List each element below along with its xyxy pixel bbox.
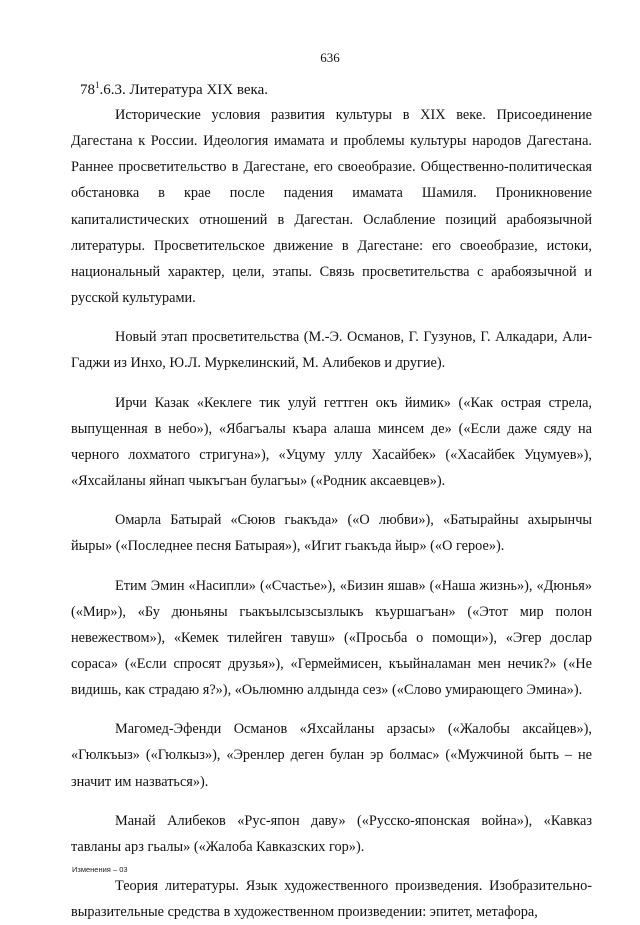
footer-revision-note: Изменения – 03 — [72, 865, 128, 874]
paragraph-gap — [71, 795, 592, 808]
paragraph-manay-alibekov: Манай Алибеков «Рус-япон даву» («Русско-японская война»), «Кавказ тавланы арз гьалы» («Жалоба Кавказских гор»). — [71, 812, 592, 855]
heading-title: .6.3. Литература XIX века. — [99, 82, 268, 98]
paragraph-gap — [71, 860, 592, 873]
paragraph-omarla-batyray: Омарла Батырай «Сююв гьакъда» («О любви»), «Батырайны ахырынчы йыры» («Последнее песня Батырая»), «Игит гьакъда йыр» («О герое»). — [71, 512, 592, 555]
paragraph-gap — [71, 560, 592, 573]
heading-number: 78 — [80, 82, 95, 98]
paragraph-gap — [71, 494, 592, 507]
paragraph-gap — [71, 377, 592, 390]
paragraph-magomed-efendi: Магомед-Эфенди Османов «Яхсайланы арзасы» («Жалобы аксайцев»), «Гюлкъыз» («Гюлкыз»), «Эренлер деген булан эр болмас» («Мужчиной быть – не значит им назваться»). — [71, 721, 592, 790]
paragraph-literature-theory: Теория литературы. Язык художественного произведения. Изобразительно-выразительные средства в художественном произведении: эпитет, метафора, — [71, 878, 592, 921]
paragraph-new-stage: Новый этап просветительства (М.-Э. Османов, Г. Гузунов, Г. Алкадари, Али-Гаджи из Инхо, Ю.Л. Муркелинский, М. Алибеков и другие). — [71, 329, 592, 372]
paragraph-irchi-kazak: Ирчи Казак «Кеклеге тик улуй геттген окъ йимик» («Как острая стрела, выпущенная в небо»), «Ябагъалы къара алаша минсем де» («Если даже сяду на черного лохматого стригуна»), «Уцуму уллу Хасайбек» («Хасайбек Уцумуев»), «Яхсайланы яйнап чыкъгъан булагъы» («Родник аксаевцев»). — [71, 394, 592, 490]
paragraph-gap — [71, 703, 592, 716]
heading-superscript: 1 — [95, 80, 100, 90]
section-heading — [80, 82, 268, 99]
paragraph-etim-emin: Етим Эмин «Насипли» («Счастье»), «Бизин яшав» («Наша жизнь»), «Дюнья» («Мир»), «Бу дюньяны гьакъылсызсызлыкъ къуршагъан» («Этот мир полон невежеством»), «Кемек тилейген тавуш» («Просьба о помощи»), «Эгер дослар сораса» («Если спросят друзья»), «Гермеймисен, къыйналаман мен нечик?» («Не видишь, как страдаю я?»), «Оьлюмню алдында сез» («Слово умирающего Эмина»). — [71, 577, 592, 699]
page-number: 636 — [320, 50, 340, 65]
paragraph-gap — [71, 311, 592, 324]
paragraph-historical-conditions: Исторические условия развития культуры в XIX веке. Присоединение Дагестана к России. Идеология имамата и проблемы культуры народов Дагестана. Раннее просветительство в Дагестане, его своеобразие. Общественно-политическая обстановка в крае после падения имамата Шамиля. Проникновение капиталистических отношений в Дагестан. Ослабление позиций арабоязычной литературы. Просветительское движение в Дагестане: его своеобразие, истоки, национальный характер, цели, этапы. Связь просветительства с арабоязычной и русской культурами. — [71, 107, 592, 307]
body-text — [71, 102, 592, 925]
